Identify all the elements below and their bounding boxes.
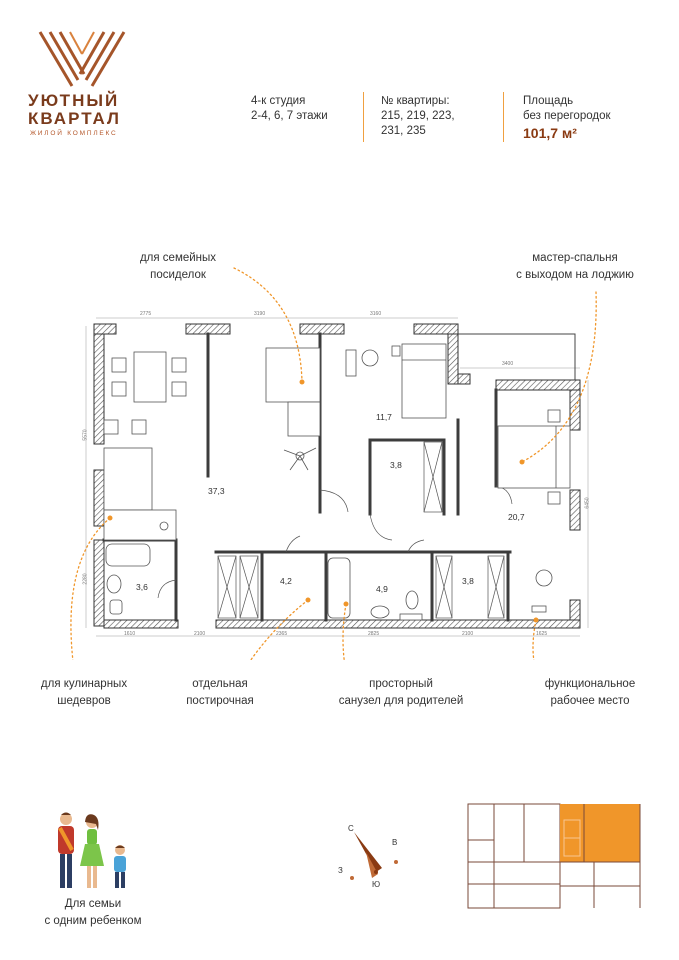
room-area-master: 20,7 <box>508 512 525 522</box>
floor-key-plan <box>464 800 644 912</box>
dim-bottom-4: 2825 <box>368 631 380 637</box>
family-caption-line2: с одним ребенком <box>44 915 142 927</box>
dim-left-2: 2280 <box>82 573 89 585</box>
family-caption-line1: Для семьи <box>64 898 122 910</box>
room-area-laundry: 4,2 <box>280 576 292 586</box>
room-area-storage: 3,8 <box>462 576 474 586</box>
callout-kitchen-line1: для кулинарных <box>40 678 128 690</box>
apartments-line2: 231, 235 <box>381 125 426 137</box>
area-value: 101,7 м² <box>523 125 577 141</box>
callout-master-line1: мастер-спальня <box>532 252 618 264</box>
logo-name-line1: УЮТНЫЙ <box>28 91 120 110</box>
callout-bath <box>326 676 476 710</box>
dim-loggia: 3400 <box>502 361 514 367</box>
compass-north: С <box>348 824 354 833</box>
callout-master-line2: с выходом на лоджию <box>516 269 634 281</box>
callout-family-line2: посиделок <box>150 269 206 281</box>
floors-label: 2-4, 6, 7 этажи <box>251 110 328 122</box>
callout-work-line2: рабочее место <box>550 695 630 707</box>
apartments-line1: 215, 219, 223, <box>381 110 455 122</box>
callout-laundry-line1: отдельная <box>192 678 248 690</box>
compass-east: В <box>392 838 398 847</box>
logo-subtitle: ЖИЛОЙ КОМПЛЕКС <box>30 130 118 137</box>
callout-family-line1: для семейных <box>139 252 217 264</box>
apartments-label: № квартиры: <box>381 95 450 107</box>
compass-south: Ю <box>372 880 381 889</box>
dim-right-1: 6450 <box>584 497 591 509</box>
callout-kitchen-line2: шедевров <box>57 695 111 707</box>
room-area-wardrobe: 3,8 <box>390 460 402 470</box>
dim-bottom-6: 1625 <box>536 631 548 637</box>
family-illustration <box>48 810 138 894</box>
key-plan-highlight <box>560 804 640 862</box>
family-caption <box>20 896 166 930</box>
callout-work-line1: функциональное <box>544 678 636 690</box>
compass-west: З <box>338 866 343 875</box>
logo-name-line2: КВАРТАЛ <box>28 109 121 128</box>
dim-bottom-2: 2100 <box>194 631 206 637</box>
dim-bottom-1: 1610 <box>124 631 136 637</box>
dim-top-2: 3190 <box>254 311 266 317</box>
callout-work <box>520 676 660 710</box>
room-area-bedroom-small: 11,7 <box>376 412 392 422</box>
dim-left-1: 5570 <box>82 429 89 441</box>
callout-kitchen <box>26 676 142 710</box>
room-area-wc: 3,6 <box>136 582 148 592</box>
compass-icon <box>330 822 410 892</box>
dim-bottom-3: 2365 <box>276 631 288 637</box>
dim-top-1: 2775 <box>140 311 152 317</box>
callout-bath-line2: санузел для родителей <box>338 695 464 707</box>
area-label-line1: Площадь <box>523 95 574 107</box>
dim-top-3: 3160 <box>370 311 382 317</box>
callout-laundry-line2: постирочная <box>186 695 254 707</box>
room-area-living: 37,3 <box>208 486 225 496</box>
callout-laundry <box>170 676 270 710</box>
type-label: 4-к студия <box>251 95 306 107</box>
room-area-bath: 4,9 <box>376 584 388 594</box>
dim-bottom-5: 2100 <box>462 631 474 637</box>
area-label-line2: без перегородок <box>523 110 611 122</box>
callout-bath-line1: просторный <box>369 678 433 690</box>
